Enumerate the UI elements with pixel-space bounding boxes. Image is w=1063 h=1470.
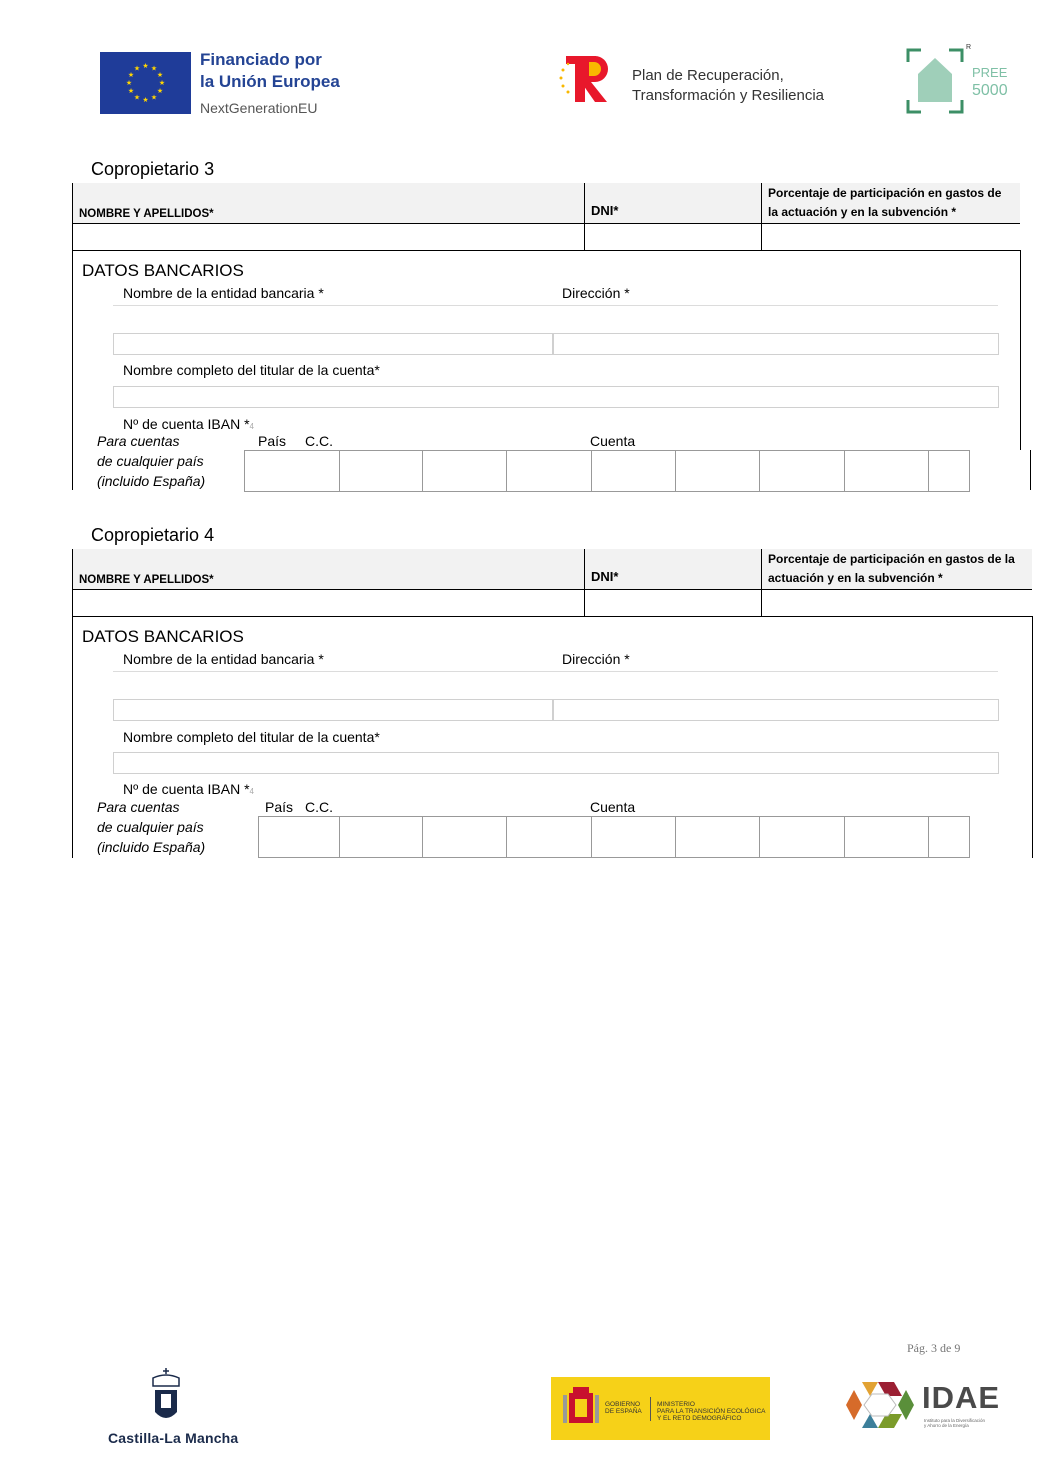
percentage-column-label-line1: Porcentaje de participación en gastos de: [768, 186, 1002, 200]
gobierno-line2: DE ESPAÑA: [605, 1408, 642, 1415]
gobierno-espana-logo: [551, 1377, 770, 1440]
section-title: Copropietario 3: [91, 159, 215, 179]
prtr-line2: Transformación y Resiliencia: [632, 87, 825, 104]
iban-note-line3: (incluido España): [97, 473, 206, 489]
eu-flag-logo: [100, 52, 191, 114]
bank-address-label: Dirección *: [562, 285, 630, 301]
iban-input[interactable]: [244, 450, 970, 492]
idae-subtitle-line2: y Ahorro de la Energía: [924, 1423, 969, 1428]
pree-label: PREE: [972, 65, 1008, 80]
percentage-column-label-line2: actuación y en la subvención *: [768, 571, 943, 585]
account-holder-label: Nombre completo del titular de la cuenta*: [123, 362, 380, 378]
eu-funding-line1: Financiado por: [200, 50, 322, 69]
dni-column-label: DNI*: [591, 203, 619, 218]
ministerio-line2: PARA LA TRANSICIÓN ECOLÓGICA: [657, 1408, 766, 1415]
name-column-label: NOMBRE Y APELLIDOS*: [79, 208, 214, 220]
percentage-column-label-line1: Porcentaje de participación en gastos de la: [768, 552, 1015, 566]
prtr-line1: Plan de Recuperación,: [632, 67, 784, 84]
page-number: Pág. 3 de 9: [907, 1341, 961, 1355]
bank-entity-label: Nombre de la entidad bancaria *: [123, 651, 324, 667]
svg-text:★: ★: [150, 93, 158, 102]
bank-address-input[interactable]: [553, 333, 999, 355]
iban-note-line2: de cualquier país: [97, 819, 204, 835]
ministerio-line1: MINISTERIO: [657, 1401, 695, 1408]
svg-text:★: ★: [156, 71, 164, 79]
iban-note-line1: Para cuentas: [97, 433, 180, 449]
account-holder-input[interactable]: [113, 386, 999, 408]
name-column-label: NOMBRE Y APELLIDOS*: [79, 574, 214, 586]
account-holder-label: Nombre completo del titular de la cuenta*: [123, 729, 380, 745]
iban-note-line1: Para cuentas: [97, 799, 180, 815]
iban-check-digits-label: C.C.: [305, 799, 333, 815]
svg-text:★: ★: [156, 87, 164, 95]
prtr-logo: [558, 52, 620, 104]
owner-dni-input[interactable]: [586, 591, 760, 615]
svg-text:★: ★: [127, 71, 135, 79]
bank-address-label: Dirección *: [562, 651, 630, 667]
gobierno-line1: GOBIERNO: [605, 1401, 641, 1408]
bank-data-title: DATOS BANCARIOS: [82, 627, 244, 646]
owner-percentage-input[interactable]: [763, 591, 1031, 615]
svg-text:★: ★: [125, 79, 133, 87]
idae-label: IDAE: [922, 1380, 1001, 1415]
iban-account-label: Cuenta: [590, 799, 636, 815]
svg-text:★: ★: [133, 64, 141, 73]
svg-text:★: ★: [158, 79, 166, 87]
castilla-la-mancha-label: Castilla-La Mancha: [108, 1430, 239, 1446]
section-title: Copropietario 4: [91, 525, 215, 545]
owner-dni-input[interactable]: [586, 225, 760, 249]
iban-country-label: País: [258, 433, 287, 449]
owner-name-input[interactable]: [74, 225, 583, 249]
iban-input[interactable]: [258, 816, 970, 858]
owner-percentage-input[interactable]: [763, 225, 1019, 249]
iban-label: Nº de cuenta IBAN *4: [123, 781, 254, 797]
eu-funding-line2: la Unión Europea: [200, 72, 340, 91]
pree-number: 5000: [972, 82, 1008, 99]
castilla-la-mancha-crest-icon: [145, 1366, 187, 1426]
bank-data-title: DATOS BANCARIOS: [82, 261, 244, 280]
eu-funding-line3: NextGenerationEU: [200, 100, 318, 116]
iban-note-line2: de cualquier país: [97, 453, 204, 469]
svg-text:★: ★: [150, 64, 158, 73]
idae-subtitle-line1: Instituto para la Diversificación: [924, 1418, 986, 1423]
percentage-column-label-line2: la actuación y en la subvención *: [768, 205, 957, 219]
bank-entity-input[interactable]: [113, 333, 553, 355]
account-holder-input[interactable]: [113, 752, 999, 774]
iban-country-label: País: [265, 799, 294, 815]
ministerio-line3: Y EL RETO DEMOGRÁFICO: [657, 1415, 742, 1422]
iban-check-digits-label: C.C.: [305, 433, 333, 449]
pree-registered-mark: R: [966, 44, 972, 51]
pree-house-logo: [905, 46, 965, 116]
svg-text:★: ★: [133, 93, 141, 102]
dni-column-label: DNI*: [591, 569, 619, 584]
bank-entity-label: Nombre de la entidad bancaria *: [123, 285, 324, 301]
iban-account-label: Cuenta: [590, 433, 636, 449]
idae-emblem-icon: [842, 1376, 918, 1434]
owner-name-input[interactable]: [74, 591, 583, 615]
svg-text:★: ★: [142, 96, 149, 104]
svg-text:★: ★: [142, 62, 149, 70]
svg-text:★: ★: [127, 87, 135, 95]
iban-note-line3: (incluido España): [97, 839, 206, 855]
iban-label: Nº de cuenta IBAN *4: [123, 416, 254, 432]
bank-address-input[interactable]: [553, 699, 999, 721]
bank-entity-input[interactable]: [113, 699, 553, 721]
